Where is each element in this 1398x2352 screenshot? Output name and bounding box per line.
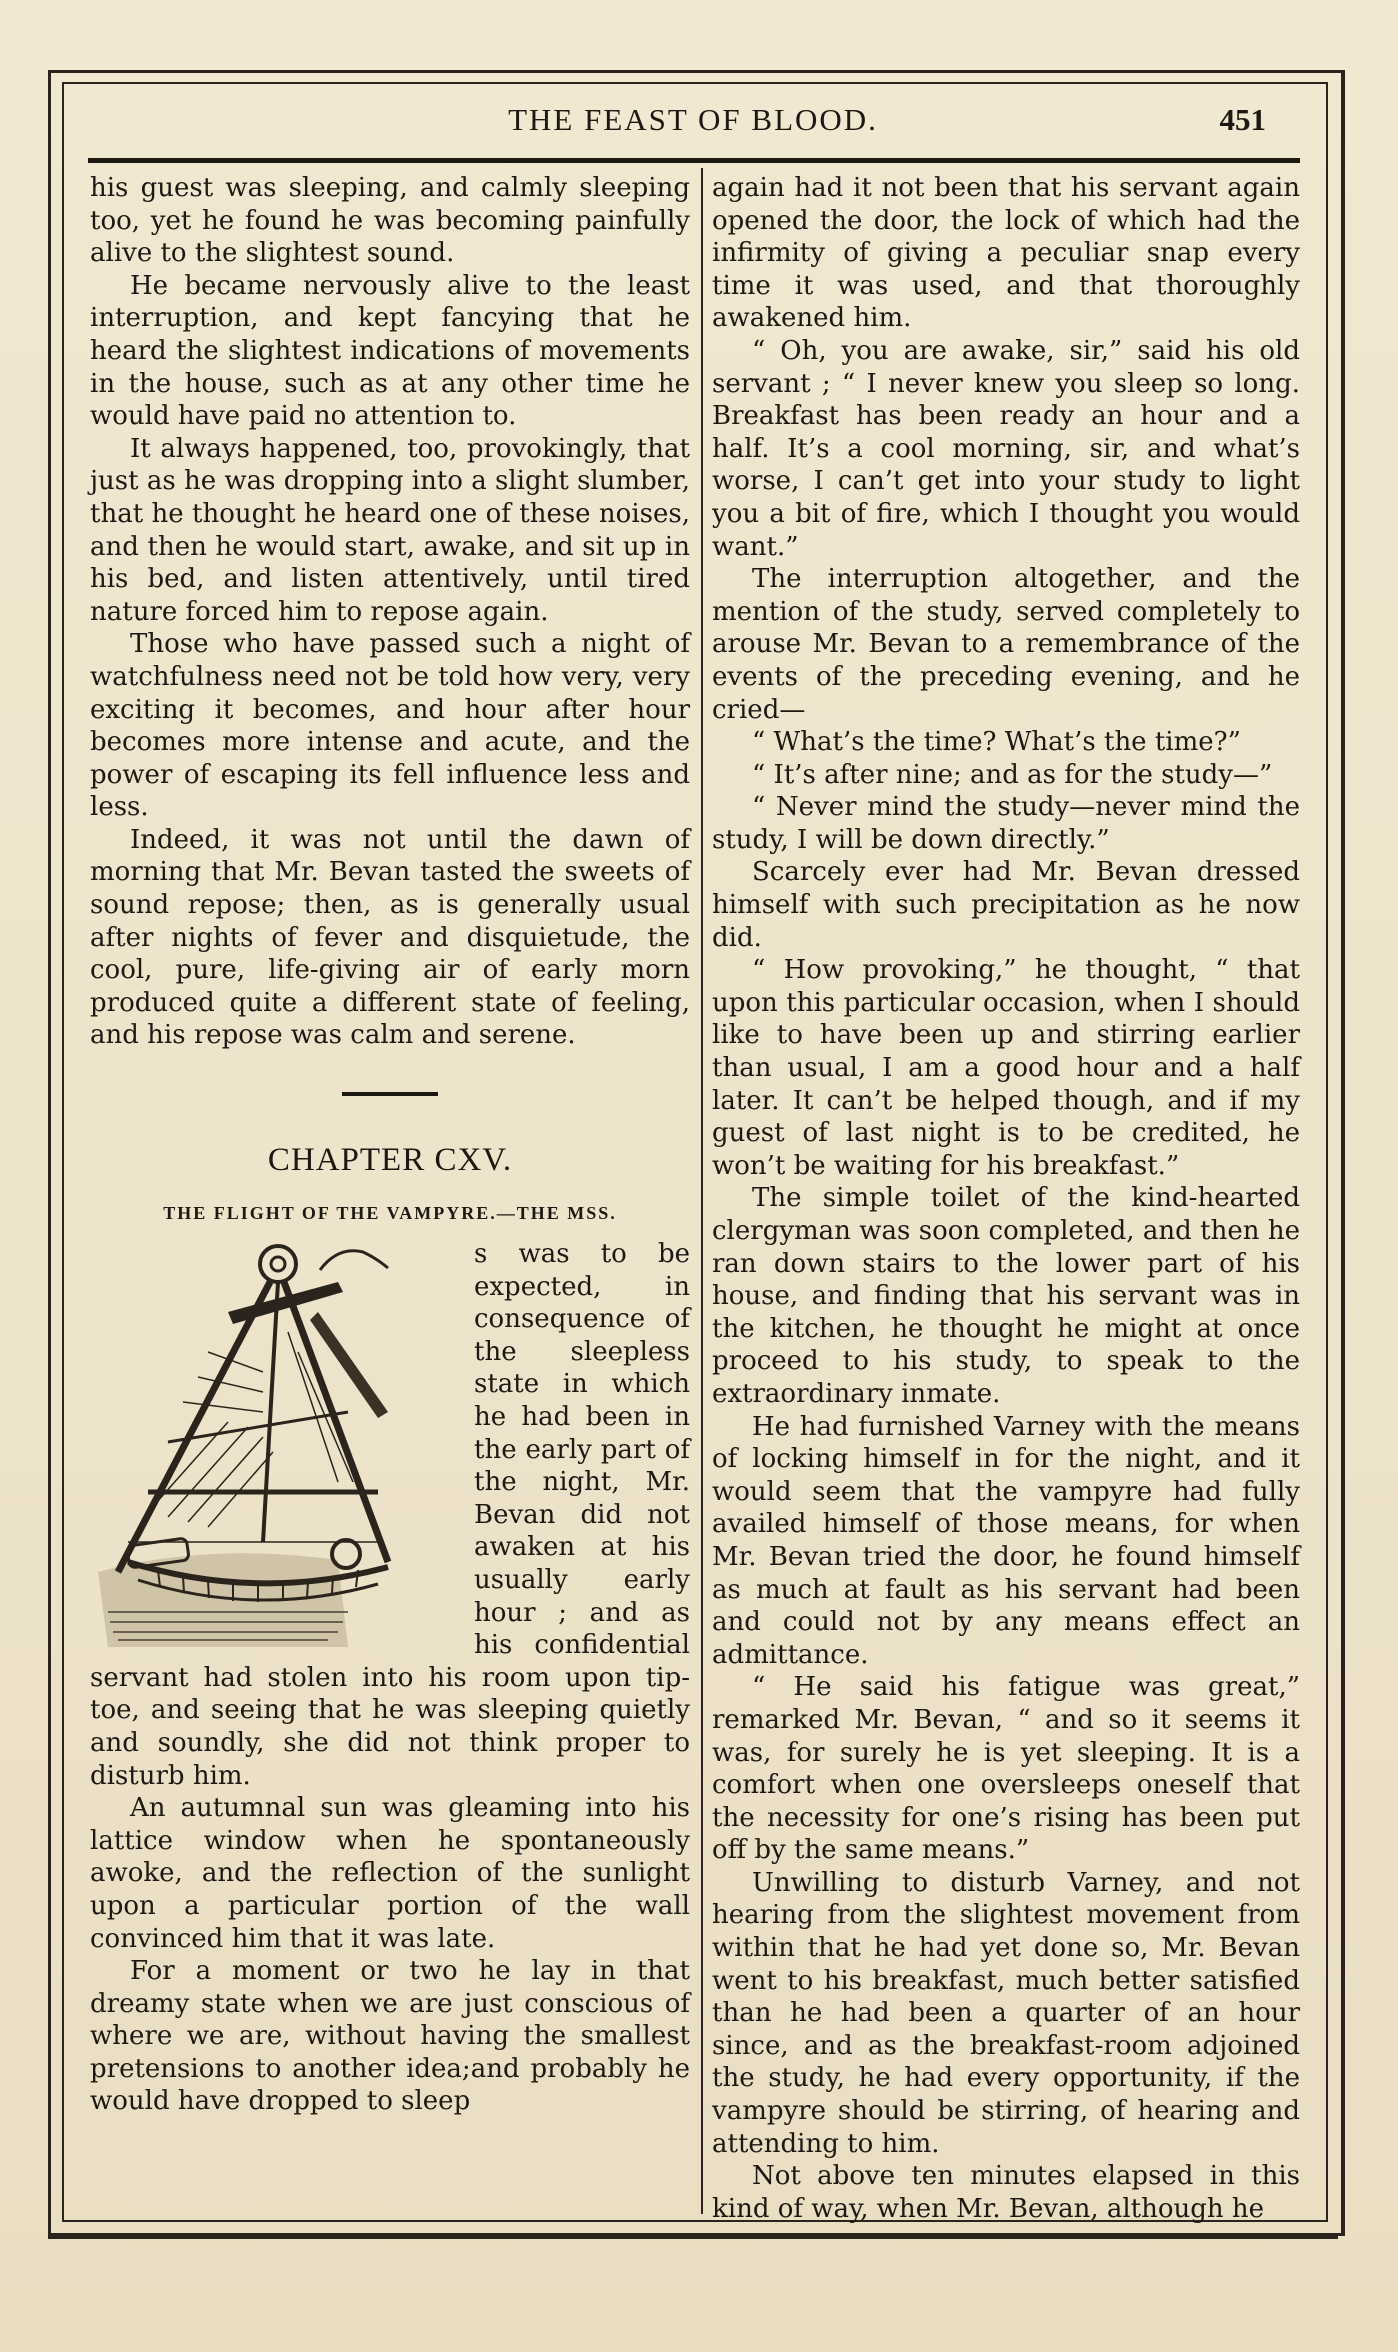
paragraph: “ What’s the time? What’s the time?” [752, 727, 1241, 758]
chapter-title: CHAPTER CXV. [267, 1142, 513, 1179]
paragraph: “ How provoking,” he thought, “ that upon this particular occasion, when I should like to have been up and stirring earlier than usual, I am a good hour and a half later. It can’t be helped though, and if my guest of last night is to be credited, he won’t be waiting for his breakfast.” [712, 955, 1300, 1181]
paragraph: The simple toilet of the kind-hearted clergyman was soon completed, and then he ran down stairs to the lower part of his house, and finding that his servant was in the kitchen, he thought he might at once proceed to his study, to speak to the extraordinary inmate. [712, 1183, 1300, 1409]
paragraph: Indeed, it was not until the dawn of morning that Mr. Bevan tasted the sweets of sound repose; then, as is generally usual after nights of fever and disquietude, the cool, pure, life-giving air of early morn produced quite a different state of feeling, and his repose was calm and serene. [90, 824, 690, 1051]
header-rule [88, 158, 1300, 163]
paragraph: “ It’s after nine; and as for the study—” [752, 759, 1273, 790]
paragraph: Not above ten minutes elapsed in this kind of way, when Mr. Bevan, although he [712, 2161, 1300, 2224]
page-number: 451 [1219, 102, 1266, 137]
page-header [62, 90, 1324, 152]
chapter-subtitle: THE FLIGHT OF THE VAMPYRE.—THE MSS. [163, 1203, 617, 1224]
paragraph: “ Oh, you are awake, sir,” said his old servant ; “ I never knew you sleep so long. Breakfast has been ready an hour and a half. It’s a cool morning, sir, and what’s worse, I can’t get into your study to light you a bit of fire, which I thought you would want.” [712, 335, 1300, 562]
paragraph: s was to be expected, in consequence of the sleepless state in which he had been in the early part of the night, Mr. Bevan did not awaken at his usually early hour ; and as his confidential servant had stolen into his room upon tip-toe, and seeing that he was sleeping quietly and soundly, she did not think proper to disturb him. [90, 1239, 690, 1791]
left-column [90, 172, 690, 2118]
paragraph: The interruption altogether, and the mention of the study, served completely to arouse Mr. Bevan to a remembrance of the events of the preceding evening, and he cried— [712, 564, 1300, 725]
paragraph: Those who have passed such a night of watchfulness need not be told how very, very exciting it becomes, and hour after hour becomes more intense and acute, and the power of escaping its fell influence less and less. [90, 629, 690, 823]
paragraph: again had it not been that his servant again opened the door, the lock of which had the infirmity of giving a peculiar snap every time it was used, and that thoroughly awakened him. [712, 173, 1300, 334]
bottom-rule [48, 2236, 1338, 2239]
drop-cap-illustration [88, 1242, 460, 1654]
paragraph: For a moment or two he lay in that dreamy state when we are just conscious of where we are, without having the smallest pretensions to another idea;and probably he would have dropped to sleep [90, 1956, 690, 2117]
paragraph: his guest was sleeping, and calmly sleeping too, yet he found he was becoming painfully alive to the slightest sound. [90, 173, 690, 269]
running-title: THE FEAST OF BLOOD. [508, 102, 878, 137]
right-column [712, 172, 1300, 2225]
chapter-divider-rule [342, 1092, 438, 1096]
paragraph: He became nervously alive to the least interruption, and kept fancying that he heard the slightest indications of movements in the house, such as at any other time he would have paid no attention to. [90, 270, 690, 432]
paragraph: Scarcely ever had Mr. Bevan dressed himself with such precipitation as he now did. [712, 857, 1300, 953]
paragraph: It always happened, too, provokingly, that just as he was dropping into a slight slumber, that he thought he heard one of these noises, and then he would start, awake, and sit up in his bed, and listen attentively, until tired nature forced him to repose again. [90, 433, 690, 627]
paragraph: “ Never mind the study—never mind the study, I will be down directly.” [712, 792, 1300, 855]
paragraph: “ He said his fatigue was great,” remarked Mr. Bevan, “ and so it seems it was, for surely he is yet sleeping. It is a comfort when one oversleeps oneself that the necessity for one’s rising has been put off by the same means.” [712, 1672, 1300, 1866]
paragraph: Unwilling to disturb Varney, and not hearing from the slightest movement from within that he had yet done so, Mr. Bevan went to his breakfast, much better satisfied than he had been a quarter of an hour since, and as the breakfast-room adjoined the study, he had every opportunity, if the vampyre should be stirring, of hearing and attending to him. [712, 1867, 1300, 2159]
paragraph: An autumnal sun was gleaming into his lattice window when he spontaneously awoke, and the reflection of the sunlight upon a particular portion of the wall convinced him that it was late. [90, 1793, 690, 1954]
paragraph: He had furnished Varney with the means of locking himself in for the night, and it would seem that the vampyre had fully availed himself of those means, for when Mr. Bevan tried the door, he found himself as much at fault as his servant had been and could not by any means effect an admittance. [712, 1411, 1300, 1670]
column-divider [701, 168, 703, 2214]
